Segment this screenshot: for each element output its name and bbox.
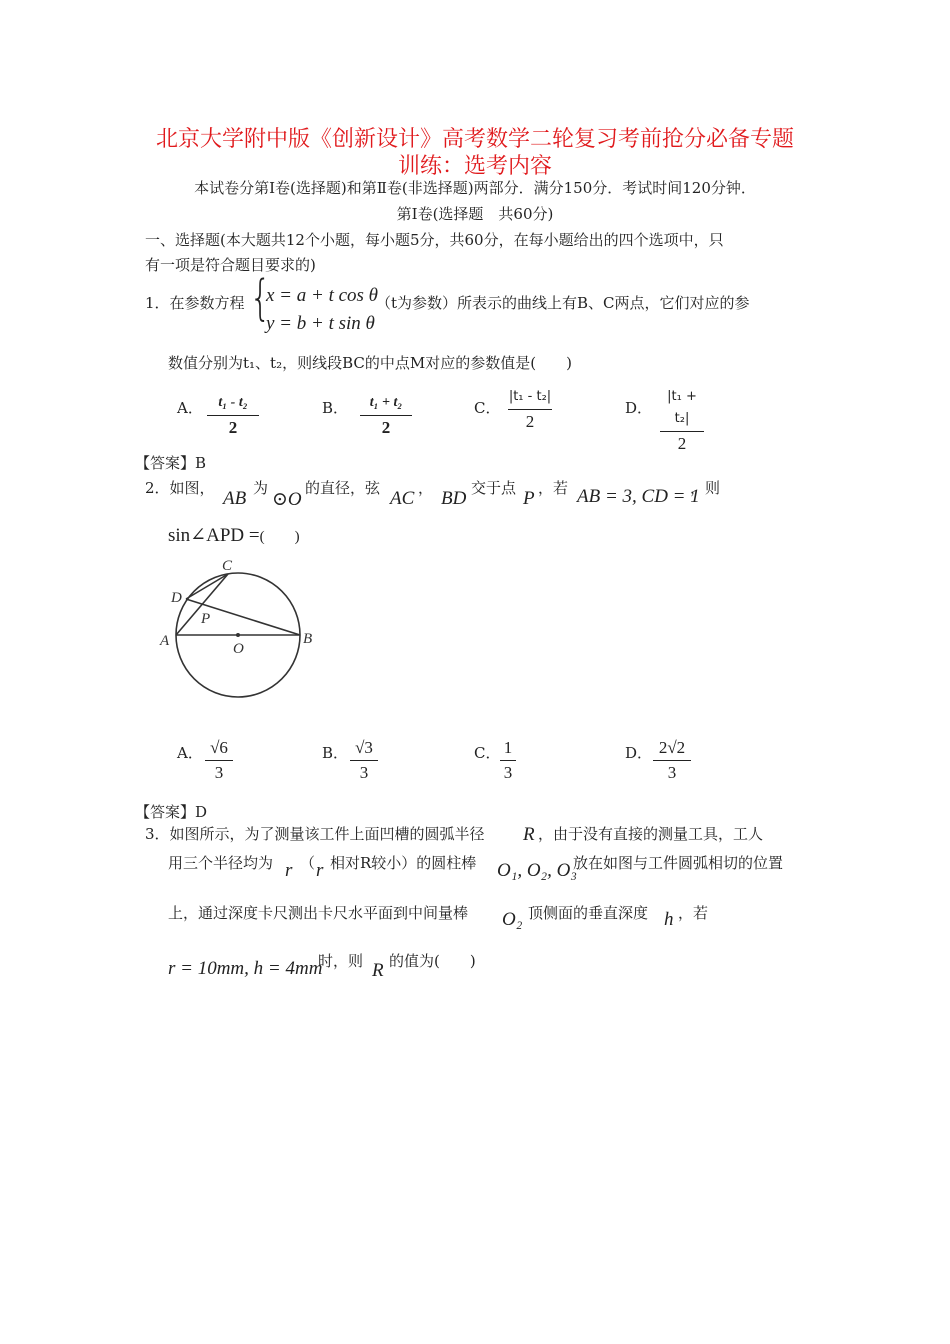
q3-line3-c: ，若: [678, 904, 709, 922]
doc-title-line2: 训练：选考内容: [397, 154, 552, 179]
figure-label-c: C: [222, 558, 233, 574]
q1-option-d-fraction: [660, 386, 704, 455]
part1-line2: 有一项是符合题目要求的): [145, 256, 316, 274]
q2-ac: AC: [390, 488, 415, 509]
q3-rods: O₁, O₂, O₃: [497, 860, 577, 881]
q2-jiaoyu: 交于点: [471, 479, 517, 497]
q2-option-c-label: C．: [474, 744, 501, 762]
figure-chord-dc: [186, 574, 228, 599]
q1-line2: 数值分别为t₁、t₂，则线段BC的中点M对应的参数值是( ): [168, 354, 572, 372]
q1-option-d-num: |t₁ + t₂|: [667, 389, 697, 426]
q2-option-c-num: 1: [503, 738, 513, 757]
q3-condition: r = 10mm, h = 4mm: [168, 958, 323, 979]
q2-option-d-den: 3: [667, 763, 677, 782]
figure-label-a: A: [160, 633, 170, 649]
q2-option-d-fraction: [653, 737, 691, 784]
q2-prefix: 2．如图，: [145, 479, 215, 497]
q3-line2-d: 放在如图与工件圆弧相切的位置: [573, 854, 784, 872]
q2-option-b-label: B．: [322, 744, 349, 762]
q1-option-b-fraction: [360, 392, 412, 439]
q1-suffix: （t为参数）所表示的曲线上有B、C两点，它们对应的参: [376, 294, 750, 312]
q1-option-c-label: C．: [474, 399, 501, 417]
q2-option-c-fraction: [500, 737, 516, 784]
q3-r-lower-1: r: [285, 860, 293, 881]
q1-option-a-label: A．: [177, 399, 203, 417]
doc-title-line1: 北京大学附中版《创新设计》高考数学二轮复习考前抢分必备专题: [155, 127, 794, 152]
q3-line3-b: 顶侧面的垂直深度: [528, 904, 649, 922]
q2-ab: AB: [223, 488, 247, 509]
q1-option-d-den: 2: [677, 434, 687, 453]
q3-line4-c: 的值为( ): [389, 952, 476, 970]
q3-line1-a: 3．如图所示，为了测量该工件上面凹槽的圆弧半径: [145, 825, 485, 843]
q2-answer: 【答案】D: [135, 803, 208, 821]
q3-line1-b: ，由于没有直接的测量工具，工人: [538, 825, 764, 843]
q2-circle-figure: [152, 552, 322, 702]
q1-option-b-label: B．: [322, 399, 349, 417]
figure-label-p: P: [201, 611, 211, 627]
q1-prefix: 1．在参数方程: [145, 294, 245, 312]
q1-option-c-den: 2: [525, 412, 535, 431]
q1-option-d-label: D．: [625, 399, 653, 417]
q3-o2: O₂: [502, 909, 523, 930]
part1-line1: 一、选择题(本大题共12个小题，每小题5分，共60分，在每小题给出的四个选项中，只: [145, 231, 724, 249]
q3-r-lower-2: r: [316, 860, 324, 881]
intro-text: 本试卷分第Ⅰ卷(选择题)和第Ⅱ卷(非选择题)两部分．满分150分．考试时间120分钟．: [194, 179, 756, 197]
q2-option-a-num: √6: [210, 738, 228, 757]
q2-diameter: 的直径，弦: [305, 479, 381, 497]
q2-option-d-label: D．: [625, 744, 653, 762]
q2-option-b-num: √3: [355, 738, 373, 757]
q2-ask: [168, 524, 300, 547]
q1-option-b-den: 2: [381, 418, 391, 437]
q3-line3-a: 上，通过深度卡尺测出卡尺水平面到中间量棒: [168, 904, 469, 922]
q3-line4-b: 时，则: [318, 952, 364, 970]
q2-option-b-den: 3: [359, 763, 369, 782]
q3-r-upper-1: R: [523, 824, 535, 845]
figure-center-dot: [236, 633, 240, 637]
q1-option-a-den: 2: [228, 418, 238, 437]
q1-option-c-fraction: [508, 386, 552, 433]
q1-option-b-num: t₁ + t₂: [369, 395, 403, 410]
q1-eq-x: x = a + t cos θ: [266, 285, 379, 306]
q2-p: P: [523, 488, 535, 509]
q2-option-b-fraction: [350, 737, 378, 784]
q1-answer: 【答案】B: [135, 454, 207, 472]
q1-option-a-fraction: [207, 392, 259, 439]
q2-option-a-den: 3: [214, 763, 224, 782]
q2-ask-expr: sin∠APD =: [168, 525, 260, 546]
q1-eq-y: y = b + t sin θ: [266, 313, 375, 334]
q1-option-c-num: |t₁ - t₂|: [508, 389, 552, 404]
figure-label-b: B: [303, 631, 313, 647]
q2-ruo: ，若: [538, 479, 569, 497]
q3-line2-a: 用三个半径均为: [168, 854, 274, 872]
q2-option-a-label: A．: [177, 744, 203, 762]
q3-r-upper-2: R: [372, 960, 384, 981]
q2-option-a-fraction: [205, 737, 233, 784]
q2-bd: BD: [441, 488, 467, 509]
q1-option-a-num: t₁ - t₂: [218, 395, 248, 410]
q2-ze: ，则: [690, 479, 721, 497]
figure-label-d: D: [171, 590, 182, 606]
q2-circle-o: ⊙O: [272, 489, 302, 510]
figure-label-o: O: [233, 641, 244, 657]
q2-option-d-num: 2√2: [658, 738, 686, 757]
brace-symbol: {: [249, 270, 271, 326]
q2-ask-paren: ( ): [259, 529, 300, 545]
q3-line2-c: 相对R较小）的圆柱棒: [330, 854, 477, 872]
section-header: 第Ⅰ卷(选择题 共60分): [396, 205, 554, 223]
q2-comma1: ，: [418, 479, 434, 497]
q2-wei: 为: [253, 479, 269, 497]
q3-line2-b: （: [300, 854, 316, 872]
q2-condition: AB = 3, CD = 1: [577, 486, 700, 507]
q3-h: h: [664, 909, 674, 930]
q2-option-c-den: 3: [503, 763, 513, 782]
